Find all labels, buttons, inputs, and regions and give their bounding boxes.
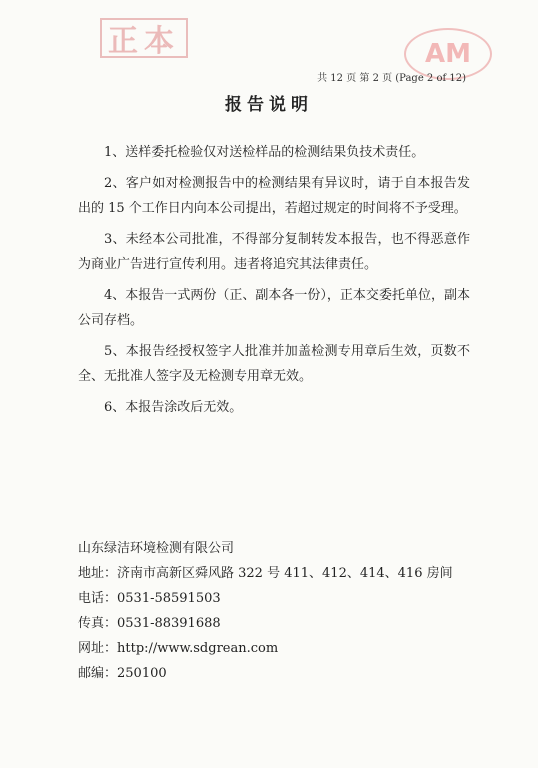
company-website: 网址：http://www.sdgrean.com [78,641,279,656]
accreditation-stamp: AM [404,28,492,80]
clause-4: 4、本报告一式两份（正、副本各一份），正本交委托单位，副本公司存档。 [78,288,470,328]
page-title: 报告说明 [225,95,313,115]
clause-2: 2、客户如对检测报告中的检测结果有异议时，请于自本报告发出的 15 个工作日内向本公司提出，若超过规定的时间将不予受理。 [78,176,470,216]
page-number: 共 12 页 第 2 页 (Page 2 of 12) [317,73,466,84]
company-fax: 传真：0531-88391688 [78,616,221,631]
company-name: 山东绿洁环境检测有限公司 [78,541,235,556]
clause-6: 6、本报告涂改后无效。 [104,400,243,415]
company-info [78,536,453,686]
company-postcode: 邮编：250100 [78,666,167,681]
clause-5: 5、本报告经授权签字人批准并加盖检测专用章后生效，页数不全、无批准人签字及无检测专用章无效。 [78,344,470,384]
company-address: 地址：济南市高新区舜风路 322 号 411、412、414、416 房间 [78,566,453,581]
original-copy-stamp: 正本 [100,18,188,58]
clause-1: 1、送样委托检验仅对送检样品的检测结果负技术责任。 [104,145,425,160]
clause-3: 3、未经本公司批准，不得部分复制转发本报告，也不得恶意作为商业广告进行宣传利用。违者将追究其法律责任。 [78,232,470,272]
company-phone: 电话：0531-58591503 [78,591,221,606]
report-clauses [78,140,470,426]
